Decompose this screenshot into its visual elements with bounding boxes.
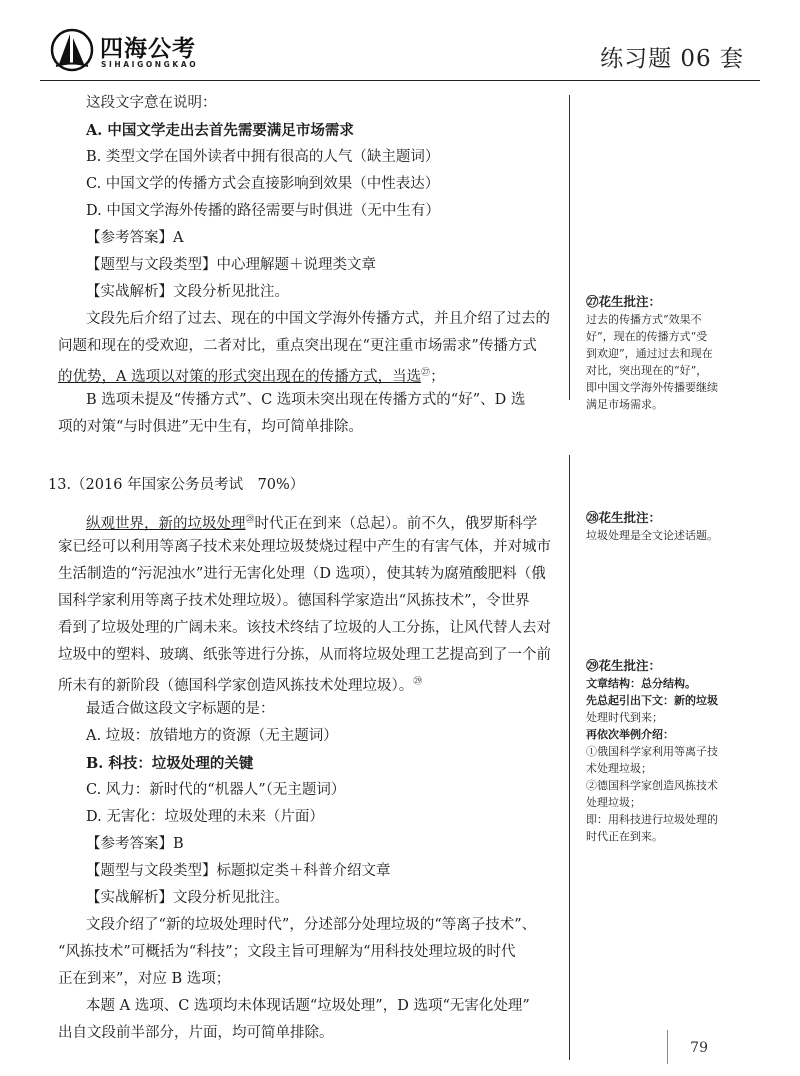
note-line: 即中国文学海外传播要继续 bbox=[586, 381, 718, 394]
note-line: 满足市场需求。 bbox=[586, 398, 663, 411]
note-title: ㉙花生批注： bbox=[586, 658, 662, 673]
option-b: B. 类型文学在国外读者中拥有很高的人气（缺主题词） bbox=[86, 149, 440, 165]
question-13-number: 13.（2016 年国家公务员考试 70%） bbox=[48, 477, 305, 493]
note-title: ㉘花生批注： bbox=[586, 510, 662, 525]
margin-note-27 bbox=[586, 292, 762, 413]
note-line: 到欢迎”，通过过去和现在 bbox=[586, 347, 713, 360]
analysis-heading: 【实战解析】文段分析见批注。 bbox=[86, 284, 289, 300]
note-line: 先总起引出下文：新的垃圾 bbox=[586, 694, 718, 707]
note-line: 文章结构：总分结构。 bbox=[586, 677, 696, 690]
question-prompt: 最适合做这段文字标题的是： bbox=[86, 701, 275, 717]
option-b: B. 科技：垃圾处理的关键 bbox=[86, 755, 254, 772]
note-line: 对比，突出现在的“好”， bbox=[586, 364, 708, 377]
question-type: 【题型与文段类型】中心理解题＋说理类文章 bbox=[86, 257, 376, 273]
brand-name: 四海公考 bbox=[100, 36, 196, 62]
margin-note-29 bbox=[586, 656, 762, 845]
reference-answer: 【参考答案】A bbox=[86, 230, 184, 246]
analysis-text: 出自文段前半部分，片面，均可简单排除。 bbox=[58, 1025, 334, 1041]
note-line: ①俄国科学家利用等离子技 bbox=[586, 745, 718, 758]
note-line: 术处理垃圾； bbox=[586, 762, 652, 775]
note-line: 过去的传播方式“效果不 bbox=[586, 313, 702, 326]
passage-text: 家已经可以利用等离子技术来处理垃圾焚烧过程中产生的有害气体，并对城市 bbox=[58, 539, 551, 555]
annotation-marker-29: ㉙ bbox=[413, 677, 423, 687]
question-type: 【题型与文段类型】标题拟定类＋科普介绍文章 bbox=[86, 863, 391, 879]
margin-note-28 bbox=[586, 508, 762, 544]
analysis-text: 文段介绍了“新的垃圾处理时代”，分述部分处理垃圾的“等离子技术”、 bbox=[86, 917, 537, 933]
option-c: C. 中国文学的传播方式会直接影响到效果（中性表达） bbox=[86, 176, 440, 192]
note-line: 处理垃圾； bbox=[586, 796, 641, 809]
passage-text: 国科学家利用等离子技术处理垃圾）。德国科学家造出“风拣技术”，令世界 bbox=[58, 593, 530, 609]
annotation-marker-28: ㉘ bbox=[245, 515, 255, 525]
passage-text: 纵观世界，新的垃圾处理$^㉘$时代正在到来（总起）。前不久，俄罗斯科学 bbox=[86, 515, 538, 532]
note-title: ㉗花生批注： bbox=[586, 294, 662, 309]
exercise-set-title: 练习题 06 套 bbox=[600, 46, 744, 72]
analysis-text: B 选项未提及“传播方式”、C 选项未突出现在传播方式的“好”、D 选 bbox=[86, 392, 526, 408]
note-line: 处理时代到来； bbox=[586, 711, 663, 724]
passage-text: 看到了垃圾处理的广阔未来。该技术终结了垃圾的人工分拣，让风代替人去对 bbox=[58, 620, 551, 636]
analysis-text: “风拣技术”可概括为“科技”；文段主旨可理解为“用科技处理垃圾的时代 bbox=[58, 944, 516, 960]
page-number: 79 bbox=[690, 1040, 708, 1056]
question-12-body bbox=[58, 90, 573, 441]
note-line: 时代正在到来。 bbox=[586, 830, 663, 843]
note-line: 即：用科技进行垃圾处理的 bbox=[586, 813, 718, 826]
reference-answer: 【参考答案】B bbox=[86, 836, 184, 852]
brand-subtitle: SIHAIGONGKAO bbox=[101, 60, 199, 69]
header-divider bbox=[40, 80, 760, 81]
analysis-text: 的优势，A 选项以对策的形式突出现在的传播方式，当选$^㉗$； bbox=[58, 368, 445, 385]
option-c: C. 风力：新时代的“机器人”（无主题词） bbox=[86, 782, 346, 798]
analysis-text: 文段先后介绍了过去、现在的中国文学海外传播方式，并且介绍了过去的 bbox=[86, 311, 550, 327]
annotation-marker-27: ㉗ bbox=[421, 368, 431, 378]
note-line: ②德国科学家创造风拣技术 bbox=[586, 779, 718, 792]
analysis-heading: 【实战解析】文段分析见批注。 bbox=[86, 890, 289, 906]
passage-text: 所未有的新阶段（德国科学家创造风拣技术处理垃圾）。$^㉙$ bbox=[58, 677, 423, 694]
option-a: A. 垃圾：放错地方的资源（无主题词） bbox=[86, 728, 338, 744]
question-prompt: 这段文字意在说明： bbox=[86, 95, 217, 111]
passage-text: 生活制造的“污泥浊水”进行无害化处理（D 选项），使其转为腐殖酸肥料（俄 bbox=[58, 566, 546, 582]
analysis-text: 问题和现在的受欢迎，二者对比，重点突出现在“更注重市场需求”传播方式 bbox=[58, 338, 537, 354]
analysis-text: 本题 A 选项、C 选项均未体现话题“垃圾处理”，D 选项“无害化处理” bbox=[86, 998, 530, 1014]
option-d: D. 中国文学海外传播的路径需要与时俱进（无中生有） bbox=[86, 203, 440, 219]
analysis-text: 正在到来”，对应 B 选项； bbox=[58, 971, 231, 987]
analysis-text: 项的对策“与时俱进”无中生有，均可简单排除。 bbox=[58, 419, 363, 435]
note-line: 好”，现在的传播方式“受 bbox=[586, 330, 708, 343]
note-line: 再依次举例介绍： bbox=[586, 728, 674, 741]
option-a: A. 中国文学走出去首先需要满足市场需求 bbox=[86, 122, 354, 139]
option-d: D. 无害化：垃圾处理的未来（片面） bbox=[86, 809, 324, 825]
logo-sail-icon bbox=[50, 28, 94, 72]
passage-text: 垃圾中的塑料、玻璃、纸张等进行分拣，从而将垃圾处理工艺提高到了一个前 bbox=[58, 647, 551, 663]
question-13-body bbox=[58, 507, 573, 1047]
note-line: 垃圾处理是全文论述话题。 bbox=[586, 529, 718, 542]
